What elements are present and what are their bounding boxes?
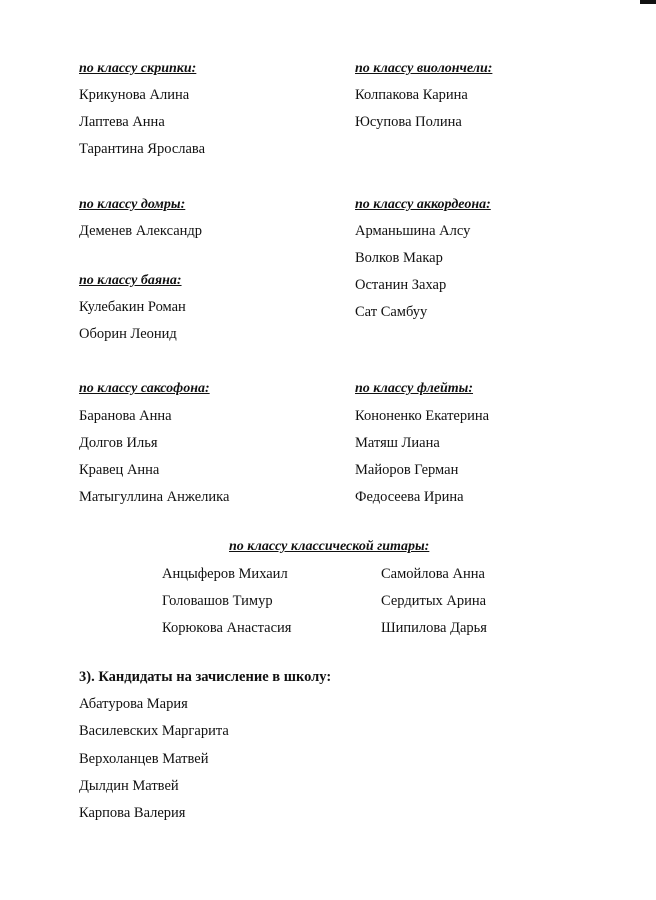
list-item: Кулебакин Роман — [79, 299, 186, 315]
section-heading-cello: по классу виолончели: — [355, 61, 493, 76]
list-item: Шипилова Дарья — [381, 620, 487, 636]
list-item: Баранова Анна — [79, 408, 172, 424]
section-heading-saxophone: по классу саксофона: — [79, 381, 210, 396]
list-item: Крикунова Алина — [79, 87, 190, 103]
section-heading-domra: по классу домры: — [79, 197, 186, 212]
candidates-heading: 3). Кандидаты на зачисление в школу: — [79, 669, 332, 685]
list-item: Арманьшина Алсу — [355, 223, 471, 239]
list-item: Федосеева Ирина — [355, 489, 464, 505]
list-item: Колпакова Карина — [355, 87, 468, 103]
section-heading-violin: по классу скрипки: — [79, 61, 197, 76]
list-item: Головашов Тимур — [162, 593, 273, 609]
list-item: Дылдин Матвей — [79, 778, 179, 794]
list-item: Оборин Леонид — [79, 326, 177, 342]
list-item: Самойлова Анна — [381, 566, 485, 582]
list-item: Карпова Валерия — [79, 805, 186, 821]
section-heading-guitar: по классу классической гитары: — [229, 539, 430, 554]
section-heading-bayan: по классу баяна: — [79, 273, 182, 288]
list-item: Кононенко Екатерина — [355, 408, 490, 424]
section-heading-accordion: по классу аккордеона: — [355, 197, 491, 212]
list-item: Корюкова Анастасия — [162, 620, 292, 636]
list-item: Василевских Маргарита — [79, 723, 229, 739]
list-item: Матяш Лиана — [355, 435, 440, 451]
list-item: Долгов Илья — [79, 435, 158, 451]
list-item: Верхоланцев Матвей — [79, 751, 209, 767]
list-item: Майоров Герман — [355, 462, 459, 478]
list-item: Останин Захар — [355, 277, 447, 293]
list-item: Кравец Анна — [79, 462, 160, 478]
list-item: Юсупова Полина — [355, 114, 462, 130]
list-item: Лаптева Анна — [79, 114, 165, 130]
list-item: Сат Самбуу — [355, 304, 428, 320]
list-item: Матыгуллина Анжелика — [79, 489, 230, 505]
list-item: Волков Макар — [355, 250, 443, 266]
list-item: Абатурова Мария — [79, 696, 188, 712]
list-item: Анцыферов Михаил — [162, 566, 288, 582]
section-heading-flute: по классу флейты: — [355, 381, 474, 396]
list-item: Деменев Александр — [79, 223, 203, 239]
list-item: Тарантина Ярослава — [79, 141, 206, 157]
list-item: Сердитых Арина — [381, 593, 487, 609]
scan-mark — [640, 0, 656, 4]
